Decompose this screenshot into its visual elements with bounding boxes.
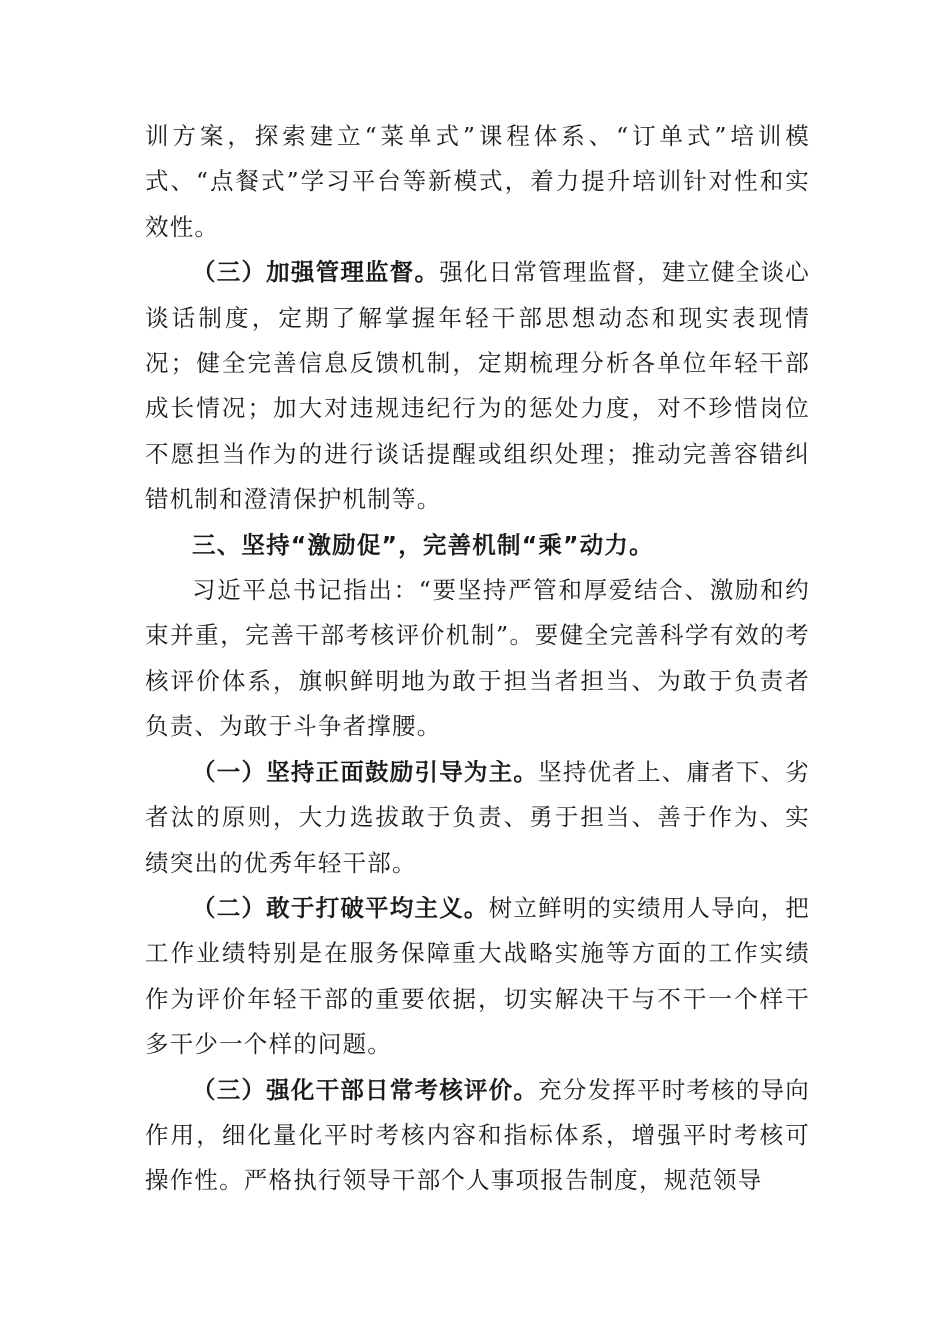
- document-body: [145, 114, 810, 1204]
- paragraph-text: 树立鲜明的实绩用人导向，把工作业绩特别是在服务保障重大战略实施等方面的工作实绩作为评价年轻干部的重要依据，切实解决干与不干一个样干多干少一个样的问题。: [145, 893, 810, 1059]
- paragraph-text: 充分发挥平时考核的导向作用，细化量化平时考核内容和指标体系，增强平时考核可操作性。严格执行领导干部个人事项报告制度，规范领导: [145, 1075, 810, 1195]
- paragraph-lead: （二）敢于打破平均主义。: [192, 893, 489, 922]
- paragraph-text: 坚持优者上、庸者下、劣者汰的原则，大力选拔敢于负责、勇于担当、善于作为、实绩突出的优秀年轻干部。: [145, 757, 810, 877]
- paragraph-text: 训方案，探索建立“菜单式”课程体系、“订单式”培训模式、“点餐式”学习平台等新模式，着力提升培训针对性和实效性。: [145, 122, 810, 241]
- paragraph-lead: （三）加强管理监督。: [192, 258, 440, 287]
- paragraph-management-supervision: [145, 250, 810, 522]
- paragraph-text: 习近平总书记指出：“要坚持严管和厚爱结合、激励和约束并重，完善干部考核评价机制”。要健全完善科学有效的考核评价体系，旗帜鲜明地为敢于担当者担当、为敢于负责者负责、为敢于斗争者撑腰。: [145, 576, 810, 741]
- paragraph-break-egalitarianism: [145, 886, 810, 1068]
- paragraph-training-continued: [145, 114, 810, 250]
- paragraph-lead: （一）坚持正面鼓励引导为主。: [192, 757, 539, 786]
- section-heading-incentive: 三、坚持“激励促”，完善机制“乘”动力。: [192, 530, 654, 559]
- paragraph-positive-encouragement: [145, 750, 810, 886]
- paragraph-quote: [145, 568, 810, 750]
- paragraph-text: 强化日常管理监督，建立健全谈心谈话制度，定期了解掌握年轻干部思想动态和现实表现情况；健全完善信息反馈机制，定期梳理分析各单位年轻干部成长情况；加大对违规违纪行为的惩处力度，对不珍惜岗位不愿担当作为的进行谈话提醒或组织处理；推动完善容错纠错机制和澄清保护机制等。: [145, 258, 811, 514]
- paragraph-lead: （三）强化干部日常考核评价。: [192, 1075, 539, 1104]
- paragraph-daily-assessment: [145, 1068, 810, 1204]
